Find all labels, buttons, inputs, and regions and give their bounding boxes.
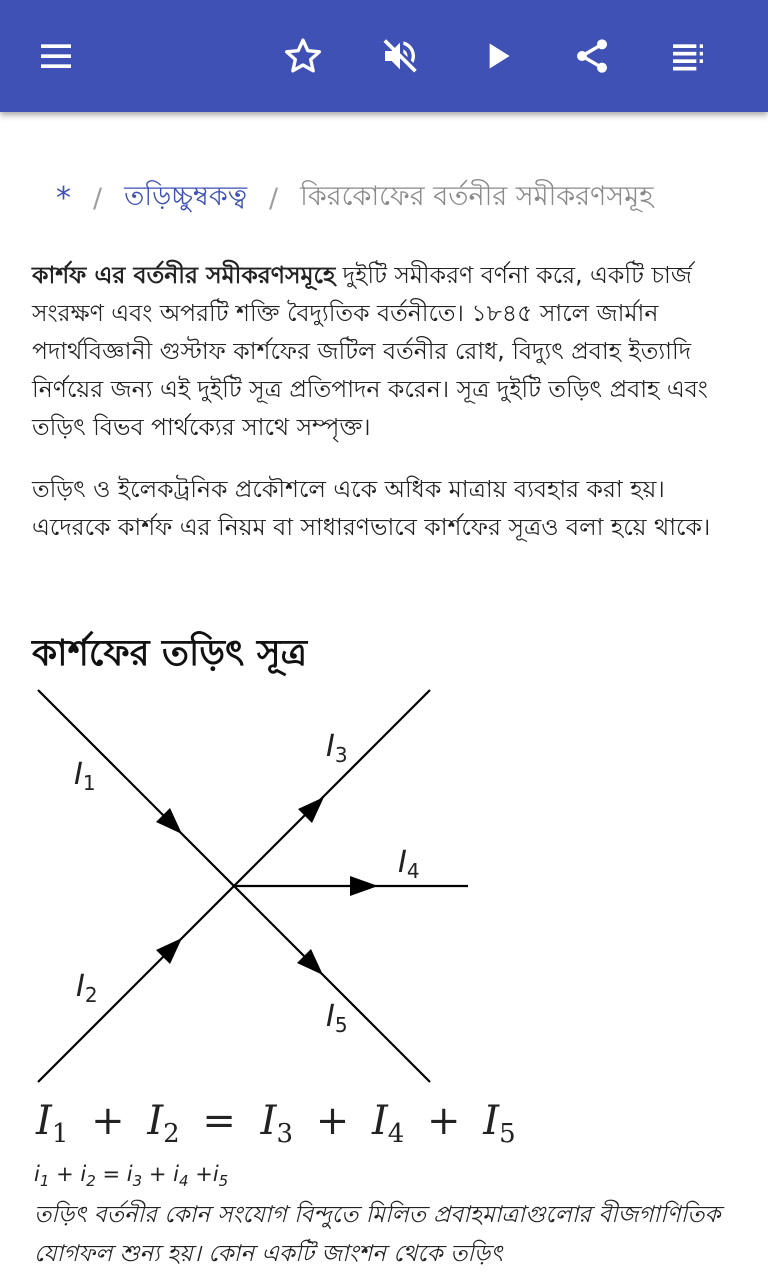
intro-bold-term: কার্শফ এর বর্তনীর সমীকরণসমূহে <box>32 261 336 289</box>
intro-paragraph <box>32 256 742 446</box>
section-heading: কার্শফের তড়িৎ সূত্র <box>32 633 308 674</box>
share-icon[interactable] <box>568 32 616 80</box>
breadcrumb-home-link[interactable]: * <box>56 180 71 216</box>
play-icon[interactable] <box>474 32 522 80</box>
label-i5: $I_5$ <box>326 999 348 1037</box>
breadcrumb-current: কিরকোফের বর্তনীর সমীকরণসমূহ <box>300 180 654 212</box>
article-body <box>32 256 742 546</box>
arrow-i4 <box>350 876 378 896</box>
label-i4: $I_4$ <box>398 845 420 883</box>
star-outline-icon[interactable] <box>279 32 327 80</box>
label-i2: $I_2$ <box>76 969 98 1007</box>
breadcrumb-separator: / <box>93 182 103 214</box>
intro-text: দুইটি সমীকরণ বর্ণনা করে, একটি চার্জ সংরক্ষণ এবং অপরটি শক্তি বৈদ্যুতিক বর্তনীতে। ১৮৪৫ সালে জার্মান পদার্থবিজ্ঞানী গুস্টাফ কার্শফের জটিল বর্তনীর রোধ, বিদ্যুৎ প্রবাহ ইত্যাদি নির্ণয়ের জন্য এই দুইটি সূত্র প্রতিপাদন করেন। সূত্র দুইটি তড়িৎ প্রবাহ এবং তড়িৎ বিভব পার্থক্যের সাথে সম্পৃক্ত। <box>32 261 708 441</box>
app-bar <box>0 0 768 112</box>
second-paragraph: তড়িৎ ও ইলেকট্রনিক প্রকৌশলে একে অধিক মাত্রায় ব্যবহার করা হয়। এদেরকে কার্শফ এর নিয়ম বা সাধারণভাবে কার্শফের সূত্রও বলা হয়ে থাকে। <box>32 475 711 541</box>
junction-diagram <box>30 684 516 1154</box>
caption-equation: $i_1 + i_2 = i_3 + i_4 +i_5$ <box>34 1162 229 1191</box>
breadcrumb-separator: / <box>269 182 279 214</box>
volume-off-icon[interactable] <box>376 32 424 80</box>
breadcrumb-category-link[interactable]: তড়িচ্চুম্বকত্ব <box>124 180 248 212</box>
junction-equation <box>35 1098 516 1152</box>
svg-text:I1 + I2 =: $I_1$ + $I_2$ = $I_3$ + $I_4$ + $I_5$ <box>36 1098 516 1149</box>
label-i3: $I_3$ <box>326 729 348 767</box>
caption-text: তড়িৎ বর্তনীর কোন সংযোগ বিন্দুতে মিলিত প্রবাহমাত্রাগুলোর বীজগাণিতিক যোগফল শুন্য হয়। কোন একটি জাংশন থেকে তড়িৎ <box>34 1202 721 1267</box>
label-i1: $I_1$ <box>74 757 96 795</box>
playlist-icon[interactable] <box>664 32 712 80</box>
menu-icon[interactable] <box>32 32 80 80</box>
breadcrumb <box>56 178 748 218</box>
